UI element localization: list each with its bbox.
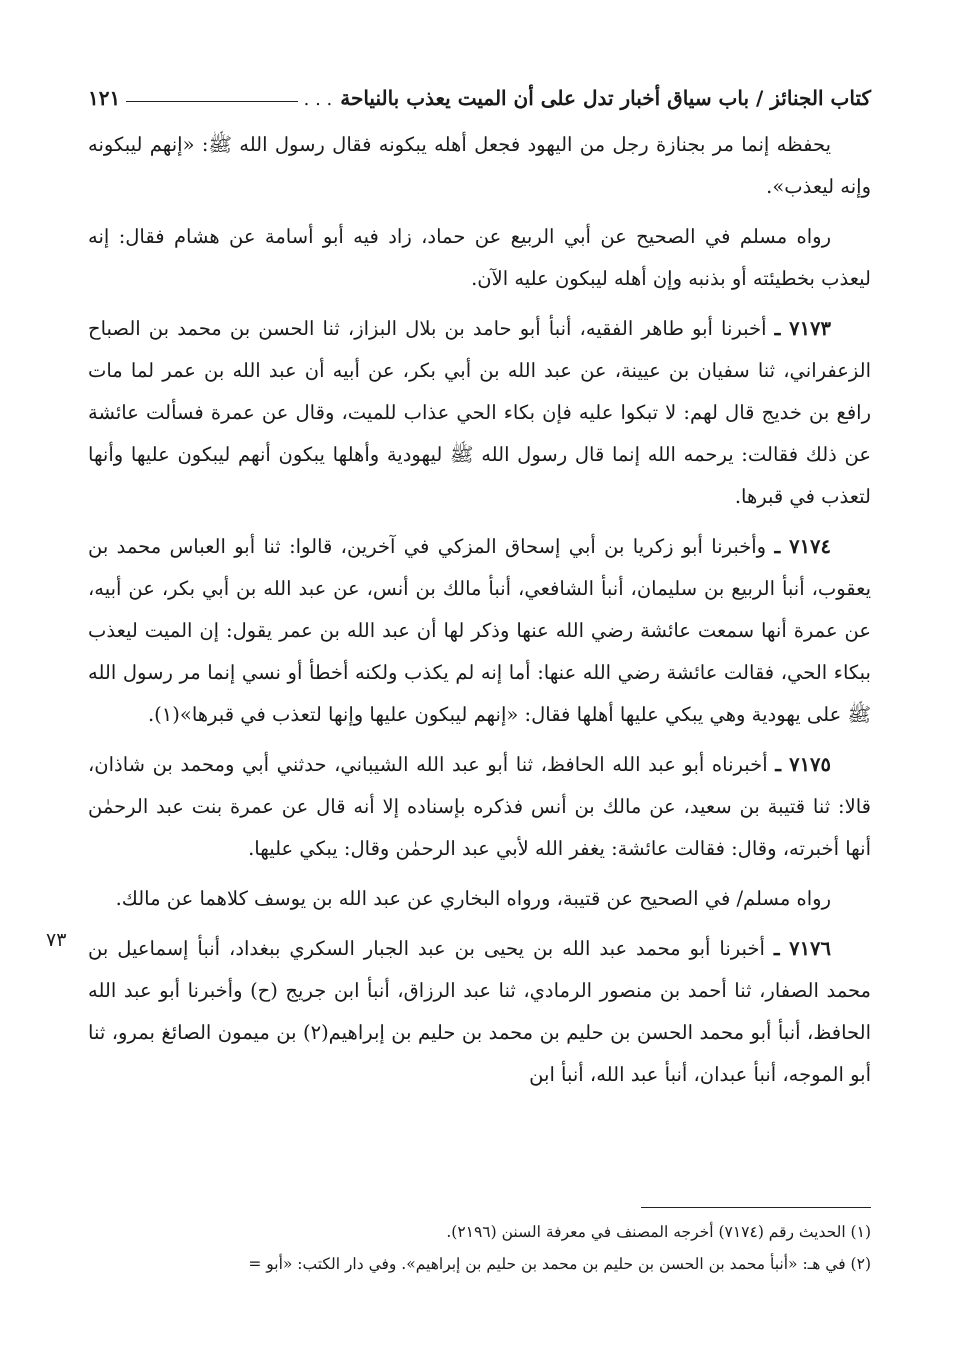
running-header [88, 70, 871, 110]
page-number: ١٢١ [88, 86, 121, 110]
footnote-divider [641, 1207, 871, 1208]
hadith-7176 [88, 928, 871, 1096]
margin-page-marker: ٧٣ [46, 929, 67, 951]
footnote-2: (٢) في هـ: «أنبأ محمد بن الحسن بن حليم بن محمد بن حليم بن إبراهيم». وفي دار الكتب: «أبو = [248, 1255, 871, 1273]
hadith-number: ٧١٧٦ ـ [773, 937, 831, 960]
hadith-number: ٧١٧٤ ـ [774, 535, 831, 558]
header-dots: . . . [303, 89, 333, 110]
paragraph-text: أخبرنا أبو طاهر الفقيه، أنبأ أبو حامد بن بلال البزاز، ثنا الحسن بن محمد بن الصباح الزعفراني، ثنا سفيان بن عيينة، عن عبد الله بن أبي بكر، عن أبيه أن عبد الله بن عمر لما مات رافع بن خديج قال لهم: لا تبكوا عليه فإن بكاء الحي عذاب للميت، وقال عن عمرة فسألت عائشة عن ذلك فقالت: يرحمه الله إنما قال رسول الله ﷺ ليهودية وأهلها يبكون أنهم ليبكون عليها وأنها لتعذب في قبرها. [88, 317, 871, 508]
main-text [88, 124, 871, 1104]
footnote-1: (١) الحديث رقم (٧١٧٤) أخرجه المصنف في معرفة السنن (٢١٩٦). [446, 1223, 871, 1241]
paragraph-text: رواه مسلم في الصحيح عن أبي الربيع عن حماد، زاد فيه أبو أسامة عن هشام فقال: إنه ليعذب بخطيئته أو بذنبه وإن أهله ليبكون عليه الآن. [88, 225, 871, 290]
header-title: كتاب الجنائز / باب سياق أخبار تدل على أن الميت يعذب بالنياحة [340, 86, 871, 110]
paragraph-text: أخبرناه أبو عبد الله الحافظ، ثنا أبو عبد الله الشيباني، حدثني أبي ومحمد بن شاذان، قالا: ثنا قتيبة بن سعيد، عن مالك بن أنس فذكره بإسناده إلا أنه قال عن عمرة بنت عبد الرحمٰن أنها أخبرته، وقال: فقالت عائشة: يغفر الله لأبي عبد الرحمٰن وقال: يبكي عليها. [88, 753, 871, 860]
paragraph-1 [88, 124, 871, 208]
hadith-7174 [88, 526, 871, 736]
paragraph-riwaya [88, 878, 871, 920]
paragraph-text: يحفظه إنما مر بجنازة رجل من اليهود فجعل أهله يبكونه فقال رسول الله ﷺ: «إنهم ليبكونه وإنه ليعذب». [88, 133, 871, 198]
paragraph-2 [88, 216, 871, 300]
footnotes [88, 1216, 871, 1280]
hadith-number: ٧١٧٣ ـ [774, 317, 831, 340]
paragraph-text: وأخبرنا أبو زكريا بن أبي إسحاق المزكي في آخرين، قالوا: ثنا أبو العباس محمد بن يعقوب، أنبأ الربيع بن سليمان، أنبأ الشافعي، أنبأ مالك بن أنس، عن عبد الله بن أبي بكر، عن أبيه، عن عمرة أنها سمعت عائشة رضي الله عنها وذكر لها أن عبد الله بن عمر يقول: إن الميت ليعذب ببكاء الحي، فقالت عائشة رضي الله عنها: أما إنه لم يكذب ولكنه أخطأ أو نسي إنما مر رسول الله ﷺ على يهودية وهي يبكي عليها أهلها فقال: «إنهم ليبكون عليها وإنها لتعذب في قبرها»(١). [88, 535, 871, 726]
paragraph-text: أخبرنا أبو محمد عبد الله بن يحيى بن عبد الجبار السكري ببغداد، أنبأ إسماعيل بن محمد الصفار، ثنا أحمد بن منصور الرمادي، ثنا عبد الرزاق، أنبأ ابن جريج (ح) وأخبرنا أبو عبد الله الحافظ، أنبأ أبو محمد الحسن بن حليم بن محمد بن حليم بن إبراهيم(٢) بن ميمون الصائغ بمرو، ثنا أبو الموجه، أنبأ عبدان، أنبأ عبد الله، أنبأ ابن [88, 937, 872, 1086]
header-rule [126, 101, 297, 102]
hadith-7173 [88, 308, 871, 518]
paragraph-text: رواه مسلم/ في الصحيح عن قتيبة، ورواه البخاري عن عبد الله بن يوسف كلاهما عن مالك. [115, 887, 831, 910]
hadith-number: ٧١٧٥ ـ [775, 753, 831, 776]
hadith-7175 [88, 744, 871, 870]
